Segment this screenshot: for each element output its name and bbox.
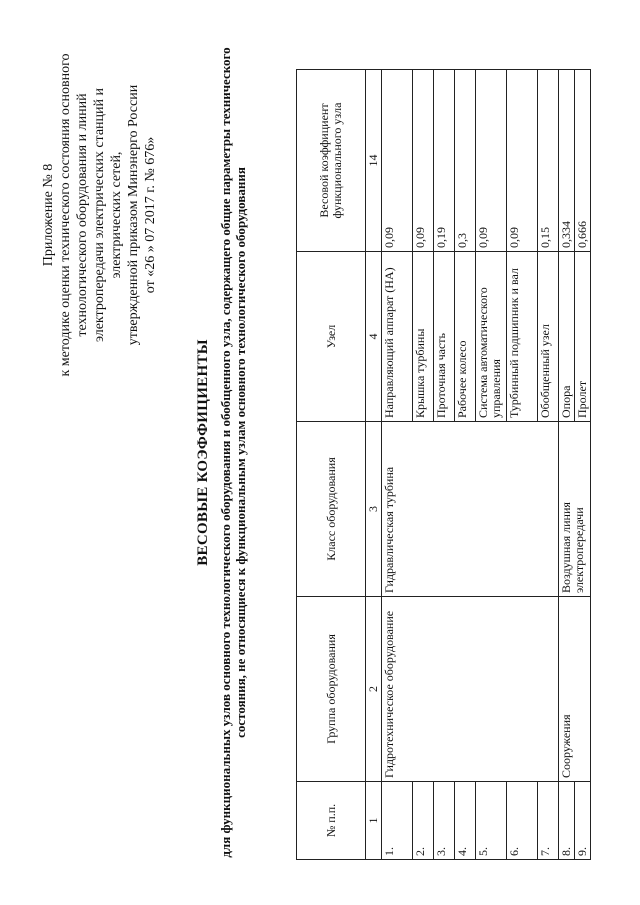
title-heading: ВЕСОВЫЕ КОЭФФИЦИЕНТЫ [195, 339, 211, 566]
table-row [382, 70, 413, 860]
appendix-date: от «26 » 07 2017 г. № 676» [143, 136, 158, 294]
appendix-line: электрических сетей, [109, 151, 124, 279]
cell-number: 9. [575, 782, 591, 860]
cell-node: Система автоматического управления [476, 252, 507, 422]
cell-node: Проточная часть [434, 252, 455, 422]
cell-number: 1. [382, 782, 413, 860]
appendix-line: электропередачи электрических станций и [92, 87, 107, 343]
cell-number: 5. [476, 782, 507, 860]
cell-node: Турбинный подшипник и вал [507, 252, 538, 422]
document-title [195, 30, 248, 875]
cell-node: Опора [559, 252, 575, 422]
cell-number: 3. [434, 782, 455, 860]
column-number-row [366, 70, 382, 860]
header-class: Класс оборудования [297, 422, 366, 597]
cell-number: 7. [538, 782, 559, 860]
cell-node: Рабочее колесо [455, 252, 476, 422]
col-num: 2 [366, 597, 382, 782]
cell-group: Гидротехническое оборудование [382, 597, 559, 782]
cell-coefficient: 0,334 [559, 70, 575, 252]
cell-group: Сооружения [559, 597, 591, 782]
appendix-line: к методике оценки технического состояния основного [58, 53, 73, 377]
cell-node: Обобщенный узел [538, 252, 559, 422]
col-num: 14 [366, 70, 382, 252]
cell-number: 4. [455, 782, 476, 860]
cell-coefficient: 0,666 [575, 70, 591, 252]
title-subtitle: для функциональных узлов основного технологического оборудования и обобщенного узла, содержащего общие параметры технического состояния, не относящиеся к функциональным узлам основного технологического оборудования [218, 47, 248, 858]
appendix-number: Приложение № 8 [41, 163, 56, 267]
appendix-line: технологического оборудования и линий [75, 93, 90, 337]
cell-coefficient: 0,3 [455, 70, 476, 252]
cell-node: Крышка турбины [413, 252, 434, 422]
cell-number: 2. [413, 782, 434, 860]
cell-coefficient: 0,09 [507, 70, 538, 252]
appendix-block [40, 25, 159, 405]
cell-coefficient: 0,09 [413, 70, 434, 252]
col-num: 3 [366, 422, 382, 597]
cell-node: Пролет [575, 252, 591, 422]
cell-coefficient: 0,15 [538, 70, 559, 252]
col-num: 4 [366, 252, 382, 422]
header-node: Узел [297, 252, 366, 422]
cell-node: Направляющий аппарат (НА) [382, 252, 413, 422]
cell-class: Воздушная линия электропередачи [559, 422, 591, 597]
cell-coefficient: 0,09 [476, 70, 507, 252]
header-group: Группа оборудования [297, 597, 366, 782]
header-coefficient: Весовой коэффициент функционального узла [297, 70, 366, 252]
cell-class: Гидравлическая турбина [382, 422, 559, 597]
col-num: 1 [366, 782, 382, 860]
cell-number: 6. [507, 782, 538, 860]
cell-coefficient: 0,19 [434, 70, 455, 252]
appendix-line: утвержденной приказом Минэнерго России [126, 84, 141, 346]
coefficients-table [296, 69, 591, 860]
table-row [559, 70, 575, 860]
table-header-row [297, 70, 366, 860]
cell-number: 8. [559, 782, 575, 860]
header-number: № п.п. [297, 782, 366, 860]
cell-coefficient: 0,09 [382, 70, 413, 252]
